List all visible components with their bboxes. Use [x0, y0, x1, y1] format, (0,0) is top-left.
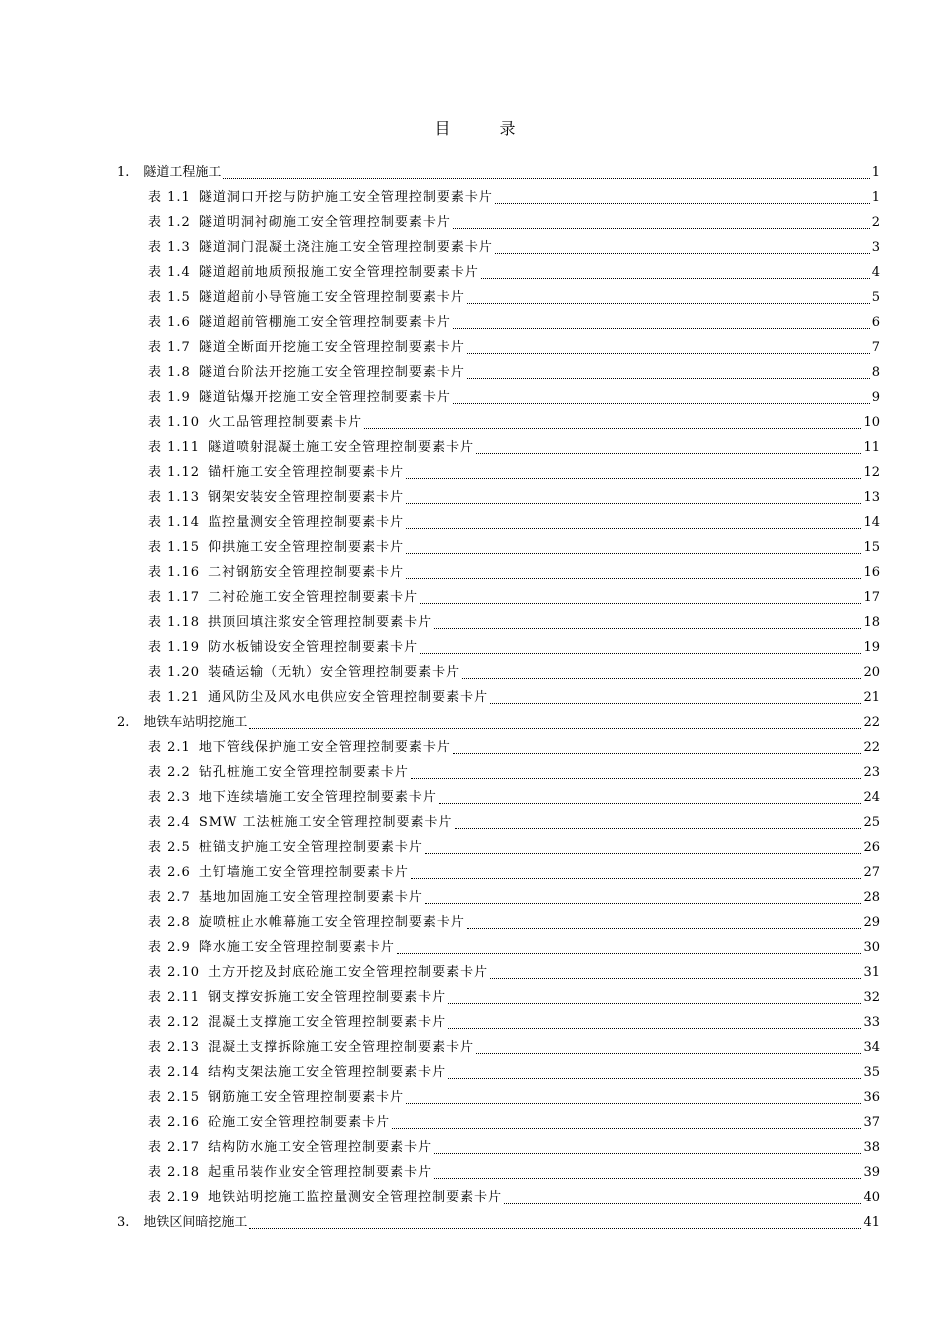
- toc-entry-label: [117, 1213, 247, 1233]
- dot-leader: [425, 902, 862, 904]
- toc-page-number: 18: [863, 615, 880, 630]
- toc-page-number: 15: [863, 540, 880, 555]
- toc-table-entry[interactable]: [148, 338, 880, 358]
- dot-leader: [467, 302, 870, 304]
- toc-table-entry[interactable]: [148, 938, 880, 958]
- toc-entry-number: 表 2.8: [148, 915, 191, 930]
- toc-entry-number: 表 1.16: [148, 565, 201, 580]
- dot-leader: [420, 652, 861, 654]
- toc-entry-label: [148, 813, 453, 833]
- toc-page-number: 16: [863, 565, 880, 580]
- dot-leader: [481, 277, 870, 279]
- dot-leader: [434, 627, 861, 629]
- toc-entry-label: [148, 413, 362, 433]
- toc-page-number: 2: [871, 215, 880, 230]
- toc-page-number: 7: [871, 340, 880, 355]
- toc-entry-number: 表 1.3: [148, 240, 191, 255]
- toc-entry-title: 二衬钢筋安全管理控制要素卡片: [208, 565, 405, 580]
- toc-entry-number: 2.: [117, 715, 130, 730]
- toc-entry-number: 表 2.14: [148, 1065, 201, 1080]
- toc-entry-label: [148, 738, 451, 758]
- toc-table-entry[interactable]: [148, 188, 880, 208]
- toc-entry-label: [148, 563, 404, 583]
- toc-table-entry[interactable]: [148, 988, 880, 1008]
- toc-entry-label: [148, 1088, 404, 1108]
- toc-entry-label: [148, 988, 446, 1008]
- dot-leader: [406, 1102, 861, 1104]
- toc-entry-title: 仰拱施工安全管理控制要素卡片: [208, 540, 405, 555]
- toc-entry-label: [148, 888, 423, 908]
- toc-table-entry[interactable]: [148, 1163, 880, 1183]
- toc-entry-label: [148, 913, 465, 933]
- dot-leader: [434, 1152, 861, 1154]
- dot-leader: [476, 452, 861, 454]
- toc-table-entry[interactable]: [148, 1063, 880, 1083]
- toc-table-entry[interactable]: [148, 263, 880, 283]
- toc-entry-label: [148, 263, 479, 283]
- dot-leader: [455, 827, 862, 829]
- toc-entry-number: 表 2.5: [148, 840, 191, 855]
- toc-entry-number: 表 2.15: [148, 1090, 201, 1105]
- toc-entry-label: [148, 588, 418, 608]
- dot-leader: [467, 352, 870, 354]
- dot-leader: [495, 202, 870, 204]
- dot-leader: [448, 1027, 861, 1029]
- toc-page-number: 11: [863, 440, 880, 455]
- toc-entry-number: 表 2.11: [148, 990, 201, 1005]
- toc-entry-label: [148, 213, 451, 233]
- dot-leader: [406, 527, 861, 529]
- toc-page-number: 12: [863, 465, 880, 480]
- dot-leader: [439, 802, 862, 804]
- toc-table-entry[interactable]: [148, 963, 880, 983]
- toc-entry-label: [148, 363, 465, 383]
- toc-entry-number: 表 2.9: [148, 940, 191, 955]
- toc-entry-number: 表 1.9: [148, 390, 191, 405]
- toc-entry-number: 表 2.6: [148, 865, 191, 880]
- toc-entry-title: 隧道洞门混凝土浇注施工安全管理控制要素卡片: [198, 240, 493, 255]
- toc-page-number: 30: [863, 940, 880, 955]
- toc-page-number: 22: [863, 715, 880, 730]
- toc-entry-number: 3.: [117, 1215, 130, 1230]
- dot-leader: [434, 1177, 861, 1179]
- dot-leader: [425, 852, 862, 854]
- toc-entry-number: 表 2.12: [148, 1015, 201, 1030]
- toc-entry-number: 表 1.5: [148, 290, 191, 305]
- toc-page-number: 5: [871, 290, 880, 305]
- toc-entry-title: 隧道喷射混凝土施工安全管理控制要素卡片: [208, 440, 475, 455]
- toc-entry-title: 地下管线保护施工安全管理控制要素卡片: [198, 740, 451, 755]
- toc-entry-label: [148, 288, 465, 308]
- toc-entry-label: [148, 313, 451, 333]
- toc-entry-number: 表 2.3: [148, 790, 191, 805]
- toc-entry-title: 二衬砼施工安全管理控制要素卡片: [208, 590, 419, 605]
- toc-table-entry[interactable]: [148, 1138, 880, 1158]
- toc-table-entry[interactable]: [148, 913, 880, 933]
- toc-page-number: 29: [863, 915, 880, 930]
- toc-table-entry[interactable]: [148, 838, 880, 858]
- toc-entry-label: [148, 513, 404, 533]
- dot-leader: [249, 1227, 861, 1229]
- toc-entry-number: 表 1.12: [148, 465, 201, 480]
- toc-entry-label: [148, 188, 493, 208]
- toc-page-number: 23: [863, 765, 880, 780]
- toc-page-number: 6: [871, 315, 880, 330]
- toc-page-number: 27: [863, 865, 880, 880]
- toc-entry-title: 隧道洞口开挖与防护施工安全管理控制要素卡片: [198, 190, 493, 205]
- toc-table-entry[interactable]: [148, 313, 880, 333]
- toc-table-entry[interactable]: [148, 1113, 880, 1133]
- toc-entry-title: SMW 工法桩施工安全管理控制要素卡片: [198, 815, 453, 830]
- toc-page-number: 13: [863, 490, 880, 505]
- toc-entry-label: [148, 238, 493, 258]
- toc-entry-label: [148, 613, 432, 633]
- toc-page-number: 9: [871, 390, 880, 405]
- toc-entry-title: 基地加固施工安全管理控制要素卡片: [198, 890, 423, 905]
- toc-entry-number: 表 1.15: [148, 540, 201, 555]
- toc-entry-title: 装碴运输（无轨）安全管理控制要素卡片: [208, 665, 461, 680]
- toc-table-entry[interactable]: [148, 563, 880, 583]
- toc-entry-title: 地铁站明挖施工监控量测安全管理控制要素卡片: [208, 1190, 503, 1205]
- toc-entry-title: 钢支撑安拆施工安全管理控制要素卡片: [208, 990, 447, 1005]
- toc-entry-title: 火工品管理控制要素卡片: [208, 415, 363, 430]
- toc-entry-label: [148, 1138, 432, 1158]
- toc-table-entry[interactable]: [148, 788, 880, 808]
- dot-leader: [411, 777, 862, 779]
- toc-entry-number: 表 1.10: [148, 415, 201, 430]
- toc-page-number: 10: [863, 415, 880, 430]
- toc-page-number: 39: [863, 1165, 880, 1180]
- toc-entry-number: 表 1.14: [148, 515, 201, 530]
- toc-table-entry[interactable]: [148, 663, 880, 683]
- toc-entry-title: 砼施工安全管理控制要素卡片: [208, 1115, 391, 1130]
- toc-page-number: 26: [863, 840, 880, 855]
- toc-entry-number: 表 1.17: [148, 590, 201, 605]
- page-title: 目 录: [434, 119, 538, 138]
- dot-leader: [411, 877, 862, 879]
- dot-leader: [453, 327, 870, 329]
- toc-table-entry[interactable]: [148, 413, 880, 433]
- toc-entry-title: 钢架安装安全管理控制要素卡片: [208, 490, 405, 505]
- toc-chapter-entry[interactable]: [117, 1213, 880, 1233]
- toc-entry-title: 通风防尘及风水电供应安全管理控制要素卡片: [208, 690, 489, 705]
- toc-entry-number: 表 1.7: [148, 340, 191, 355]
- dot-leader: [249, 727, 861, 729]
- toc-entry-label: [148, 463, 404, 483]
- toc-entry-label: [148, 1113, 390, 1133]
- toc-table-entry[interactable]: [148, 763, 880, 783]
- dot-leader: [406, 477, 861, 479]
- dot-leader: [397, 952, 862, 954]
- toc-page-number: 20: [863, 665, 880, 680]
- toc-entry-label: [148, 1013, 446, 1033]
- toc-entry-label: [148, 488, 404, 508]
- toc-entry-label: [148, 438, 474, 458]
- toc-entry-label: [148, 388, 451, 408]
- toc-entry-title: 隧道超前管棚施工安全管理控制要素卡片: [198, 315, 451, 330]
- dot-leader: [448, 1077, 861, 1079]
- toc-entry-number: 1.: [117, 165, 130, 180]
- toc-entry-label: [148, 688, 488, 708]
- toc-entry-number: 表 2.19: [148, 1190, 201, 1205]
- toc-table-entry[interactable]: [148, 738, 880, 758]
- toc-entry-title: 土方开挖及封底砼施工安全管理控制要素卡片: [208, 965, 489, 980]
- toc-page-number: 1: [871, 190, 880, 205]
- toc-entry-number: 表 2.18: [148, 1165, 201, 1180]
- toc-page-number: 33: [863, 1015, 880, 1030]
- toc-entry-number: 表 2.4: [148, 815, 191, 830]
- toc-table-entry[interactable]: [148, 288, 880, 308]
- toc-entry-number: 表 2.16: [148, 1115, 201, 1130]
- toc-entry-label: [148, 1063, 446, 1083]
- toc-entry-title: 混凝土支撑施工安全管理控制要素卡片: [208, 1015, 447, 1030]
- toc-entry-title: 拱顶回填注浆安全管理控制要素卡片: [208, 615, 433, 630]
- toc-table-entry[interactable]: [148, 588, 880, 608]
- toc-entry-number: 表 2.1: [148, 740, 191, 755]
- toc-page-number: 28: [863, 890, 880, 905]
- toc-entry-number: 表 1.2: [148, 215, 191, 230]
- toc-entry-title: 隧道明洞衬砌施工安全管理控制要素卡片: [198, 215, 451, 230]
- toc-entry-label: [148, 538, 404, 558]
- toc-table-entry[interactable]: [148, 538, 880, 558]
- toc-entry-label: [148, 763, 409, 783]
- toc-page-number: 22: [863, 740, 880, 755]
- dot-leader: [406, 502, 861, 504]
- toc-entry-number: 表 1.19: [148, 640, 201, 655]
- toc-entry-number: 表 1.18: [148, 615, 201, 630]
- toc-entry-label: [148, 663, 460, 683]
- toc-entry-number: 表 1.21: [148, 690, 201, 705]
- dot-leader: [467, 377, 870, 379]
- toc-entry-title: 隧道超前小导管施工安全管理控制要素卡片: [198, 290, 465, 305]
- dot-leader: [490, 977, 861, 979]
- toc-page-number: 38: [863, 1140, 880, 1155]
- dot-leader: [476, 1052, 861, 1054]
- dot-leader: [453, 752, 862, 754]
- toc-entry-number: 表 2.10: [148, 965, 201, 980]
- toc-page-number: 37: [863, 1115, 880, 1130]
- toc-page-number: 31: [863, 965, 880, 980]
- toc-page-number: 21: [863, 690, 880, 705]
- dot-leader: [406, 577, 861, 579]
- toc-table-entry[interactable]: [148, 513, 880, 533]
- toc-table-entry[interactable]: [148, 688, 880, 708]
- toc-table-entry[interactable]: [148, 613, 880, 633]
- toc-entry-label: [148, 788, 437, 808]
- toc-page-number: 41: [863, 1215, 880, 1230]
- toc-table-entry[interactable]: [148, 238, 880, 258]
- toc-entry-label: [148, 1163, 432, 1183]
- toc-entry-title: 防水板铺设安全管理控制要素卡片: [208, 640, 419, 655]
- toc-entry-title: 结构防水施工安全管理控制要素卡片: [208, 1140, 433, 1155]
- toc-table-entry[interactable]: [148, 438, 880, 458]
- dot-leader: [467, 927, 862, 929]
- toc-entry-number: 表 1.8: [148, 365, 191, 380]
- toc-entry-title: 监控量测安全管理控制要素卡片: [208, 515, 405, 530]
- dot-leader: [462, 677, 861, 679]
- dot-leader: [448, 1002, 861, 1004]
- toc-entry-title: 土钉墙施工安全管理控制要素卡片: [198, 865, 409, 880]
- dot-leader: [490, 702, 861, 704]
- toc-entry-title: 结构支架法施工安全管理控制要素卡片: [208, 1065, 447, 1080]
- toc-table-entry[interactable]: [148, 1038, 880, 1058]
- toc-page-number: 35: [863, 1065, 880, 1080]
- toc-page-number: 1: [871, 165, 880, 180]
- toc-table-entry[interactable]: [148, 388, 880, 408]
- toc-page-number: 32: [863, 990, 880, 1005]
- toc-page-number: 14: [863, 515, 880, 530]
- toc-entry-label: [148, 1188, 502, 1208]
- toc-entry-title: 地下连续墙施工安全管理控制要素卡片: [198, 790, 437, 805]
- dot-leader: [406, 552, 861, 554]
- toc-entry-title: 起重吊装作业安全管理控制要素卡片: [208, 1165, 433, 1180]
- toc-entry-label: [117, 163, 221, 183]
- toc-entry-title: 锚杆施工安全管理控制要素卡片: [208, 465, 405, 480]
- dot-leader: [495, 252, 870, 254]
- toc-table-entry[interactable]: [148, 463, 880, 483]
- toc-entry-label: [148, 963, 488, 983]
- toc-entry-title: 钻孔桩施工安全管理控制要素卡片: [198, 765, 409, 780]
- toc-page-number: 34: [863, 1040, 880, 1055]
- toc-page-number: 17: [863, 590, 880, 605]
- dot-leader: [420, 602, 861, 604]
- toc-entry-number: 表 1.1: [148, 190, 191, 205]
- toc-table-entry[interactable]: [148, 638, 880, 658]
- toc-entry-number: 表 1.13: [148, 490, 201, 505]
- toc-page-number: 25: [863, 815, 880, 830]
- toc-page-number: 3: [871, 240, 880, 255]
- toc-entry-label: [148, 863, 409, 883]
- dot-leader: [504, 1202, 861, 1204]
- dot-leader: [364, 427, 861, 429]
- toc-table-entry[interactable]: [148, 813, 880, 833]
- toc-entry-title: 混凝土支撑拆除施工安全管理控制要素卡片: [208, 1040, 475, 1055]
- toc-page-number: 4: [871, 265, 880, 280]
- toc-page-number: 36: [863, 1090, 880, 1105]
- toc-entry-number: 表 2.7: [148, 890, 191, 905]
- toc-page-number: 19: [863, 640, 880, 655]
- toc-entry-title: 地铁车站明挖施工: [143, 715, 248, 730]
- toc-entry-number: 表 1.20: [148, 665, 201, 680]
- toc-chapter-entry[interactable]: [117, 713, 880, 733]
- toc-entry-title: 降水施工安全管理控制要素卡片: [198, 940, 395, 955]
- toc-table-entry[interactable]: [148, 488, 880, 508]
- toc-chapter-entry[interactable]: [117, 163, 880, 183]
- toc-entry-title: 隧道台阶法开挖施工安全管理控制要素卡片: [198, 365, 465, 380]
- toc-entry-label: [117, 713, 247, 733]
- toc-entry-number: 表 1.4: [148, 265, 191, 280]
- toc-entry-number: 表 1.6: [148, 315, 191, 330]
- toc-table-entry[interactable]: [148, 1088, 880, 1108]
- toc-entry-title: 旋喷桩止水帷幕施工安全管理控制要素卡片: [198, 915, 465, 930]
- dot-leader: [392, 1127, 861, 1129]
- toc-entry-title: 钢筋施工安全管理控制要素卡片: [208, 1090, 405, 1105]
- toc-page-number: 40: [863, 1190, 880, 1205]
- dot-leader: [453, 402, 870, 404]
- toc-entry-title: 地铁区间暗挖施工: [143, 1215, 248, 1230]
- toc-entry-number: 表 2.17: [148, 1140, 201, 1155]
- toc-table-entry[interactable]: [148, 1188, 880, 1208]
- toc-entry-title: 隧道钻爆开挖施工安全管理控制要素卡片: [198, 390, 451, 405]
- toc-table-entry[interactable]: [148, 888, 880, 908]
- toc-entry-number: 表 2.2: [148, 765, 191, 780]
- dot-leader: [223, 177, 869, 179]
- toc-table-entry[interactable]: [148, 863, 880, 883]
- toc-entry-title: 隧道工程施工: [143, 165, 222, 180]
- toc-page-number: 8: [871, 365, 880, 380]
- toc-page-number: 24: [863, 790, 880, 805]
- dot-leader: [453, 227, 870, 229]
- toc-entry-label: [148, 938, 395, 958]
- toc-entry-label: [148, 638, 418, 658]
- toc-entry-number: 表 1.11: [148, 440, 201, 455]
- toc-table-entry[interactable]: [148, 363, 880, 383]
- toc-entry-label: [148, 1038, 474, 1058]
- toc-entry-label: [148, 838, 423, 858]
- toc-entry-label: [148, 338, 465, 358]
- toc-entry-title: 桩锚支护施工安全管理控制要素卡片: [198, 840, 423, 855]
- toc-entry-number: 表 2.13: [148, 1040, 201, 1055]
- toc-table-entry[interactable]: [148, 213, 880, 233]
- toc-entry-title: 隧道超前地质预报施工安全管理控制要素卡片: [198, 265, 479, 280]
- toc-entry-title: 隧道全断面开挖施工安全管理控制要素卡片: [198, 340, 465, 355]
- toc-table-entry[interactable]: [148, 1013, 880, 1033]
